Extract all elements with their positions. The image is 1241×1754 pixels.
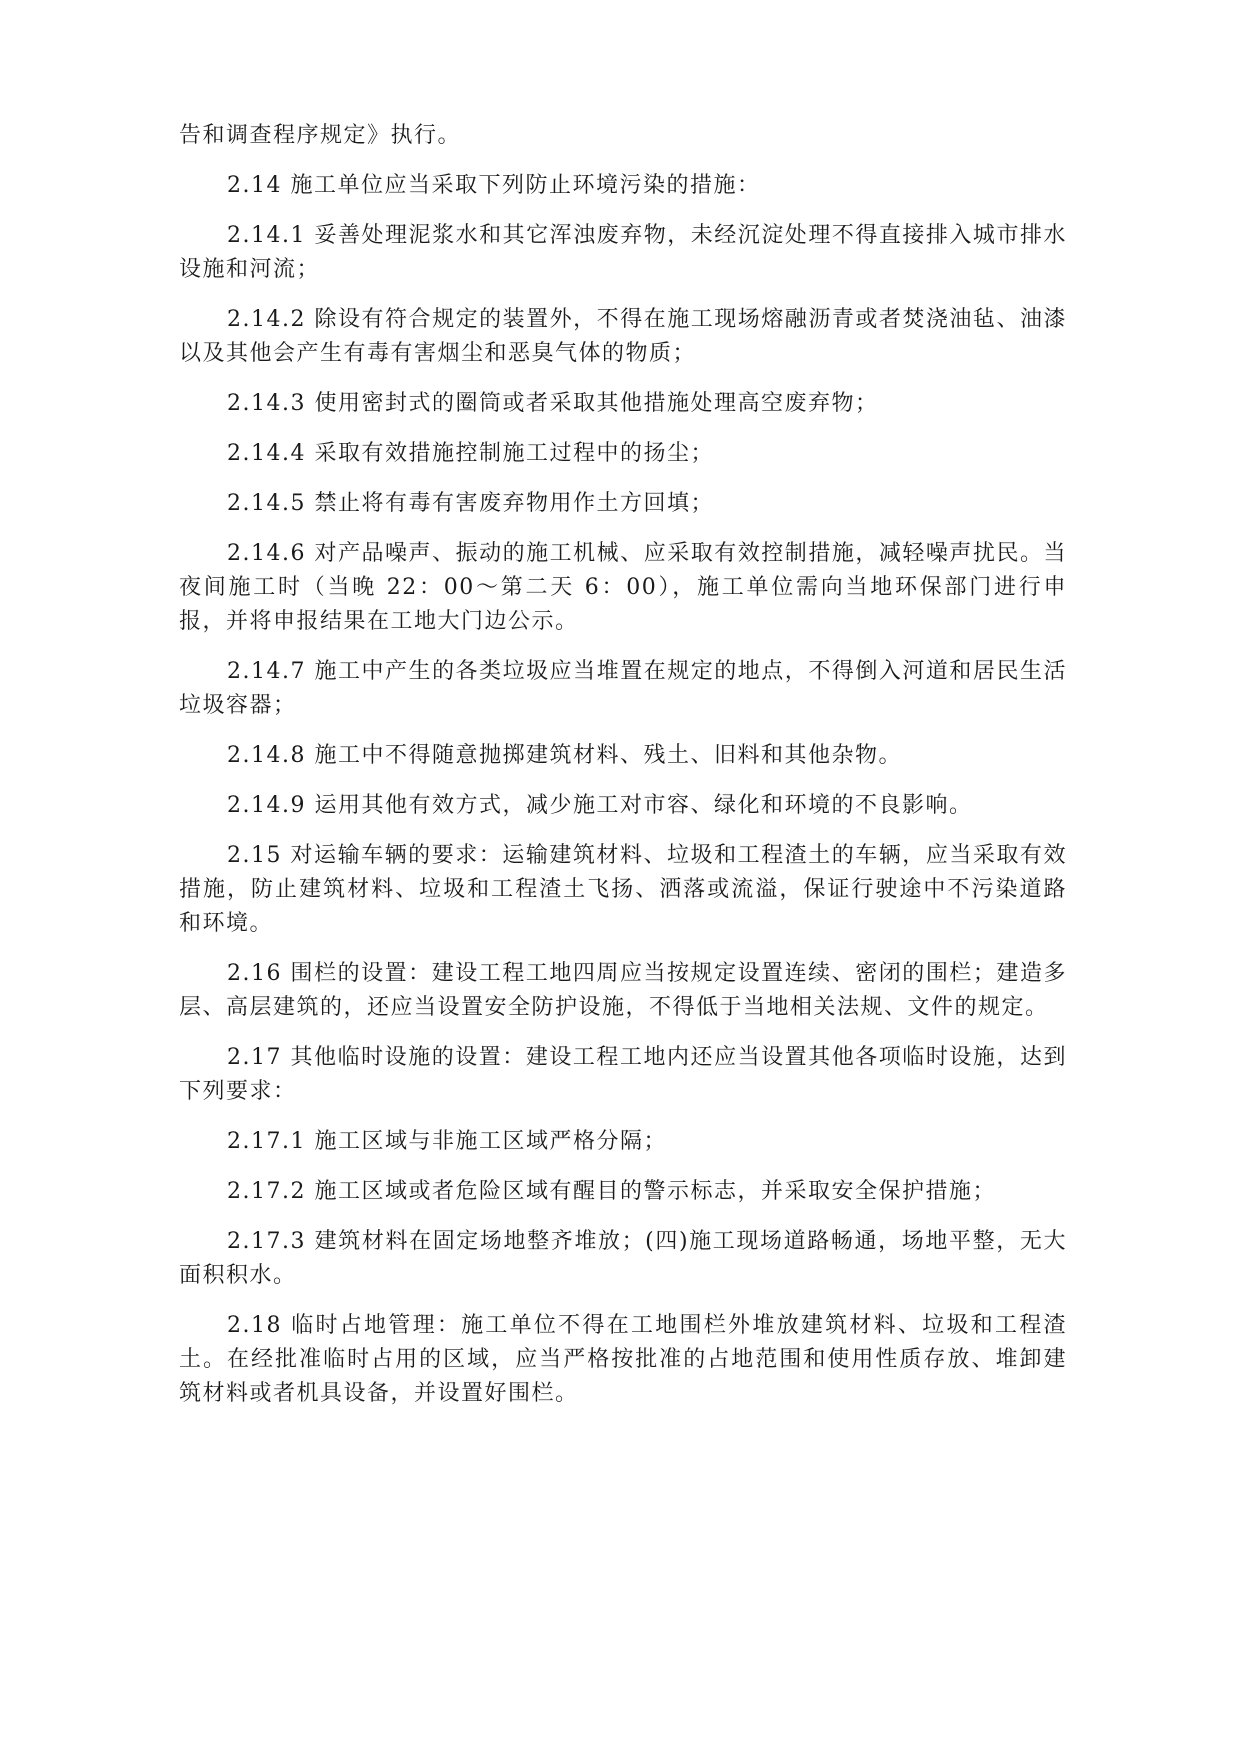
- paragraph-2-17-3: 2.17.3 建筑材料在固定场地整齐堆放；(四)施工现场道路畅通，场地平整，无大面积积水。: [179, 1229, 1067, 1288]
- paragraph-2-17: 2.17 其他临时设施的设置：建设工程工地内还应当设置其他各项临时设施，达到下列要求：: [179, 1045, 1067, 1104]
- paragraph-2-14-1: 2.14.1 妥善处理泥浆水和其它浑浊废弃物，未经沉淀处理不得直接排入城市排水设施和河流；: [179, 223, 1067, 282]
- paragraph-2-14-7: 2.14.7 施工中产生的各类垃圾应当堆置在规定的地点，不得倒入河道和居民生活垃圾容器；: [179, 659, 1067, 718]
- paragraph-2-14-3: 2.14.3 使用密封式的圈筒或者采取其他措施处理高空废弃物；: [227, 391, 879, 416]
- paragraph-2-17-2: 2.17.2 施工区域或者危险区域有醒目的警示标志，并采取安全保护措施；: [227, 1179, 996, 1204]
- paragraph-2-14-5: 2.14.5 禁止将有毒有害废弃物用作土方回填；: [227, 491, 714, 516]
- paragraph-continuation: 告和调查程序规定》执行。: [179, 123, 462, 148]
- paragraph-2-14-6: 2.14.6 对产品噪声、振动的施工机械、应采取有效控制措施，减轻噪声扰民。当夜间施工时（当晚 22：00～第二天 6：00），施工单位需向当地环保部门进行申报，并将申报结果在工地大门边公示。: [179, 541, 1067, 634]
- paragraph-2-17-1: 2.17.1 施工区域与非施工区域严格分隔；: [227, 1129, 667, 1154]
- paragraph-2-14-4: 2.14.4 采取有效措施控制施工过程中的扬尘；: [227, 441, 714, 466]
- paragraph-2-14-2: 2.14.2 除设有符合规定的装置外，不得在施工现场熔融沥青或者焚浇油毡、油漆以及其他会产生有毒有害烟尘和恶臭气体的物质；: [179, 307, 1067, 366]
- paragraph-2-16: 2.16 围栏的设置：建设工程工地四周应当按规定设置连续、密闭的围栏；建造多层、高层建筑的，还应当设置安全防护设施，不得低于当地相关法规、文件的规定。: [179, 961, 1067, 1020]
- paragraph-2-14: 2.14 施工单位应当采取下列防止环境污染的措施：: [227, 173, 761, 198]
- paragraph-2-14-9: 2.14.9 运用其他有效方式，减少施工对市容、绿化和环境的不良影响。: [227, 793, 973, 818]
- paragraph-2-14-8: 2.14.8 施工中不得随意抛掷建筑材料、残土、旧料和其他杂物。: [227, 743, 902, 768]
- paragraph-2-18: 2.18 临时占地管理：施工单位不得在工地围栏外堆放建筑材料、垃圾和工程渣土。在经批准临时占用的区域，应当严格按批准的占地范围和使用性质存放、堆卸建筑材料或者机具设备，并设置好围栏。: [179, 1313, 1067, 1406]
- paragraph-2-15: 2.15 对运输车辆的要求：运输建筑材料、垃圾和工程渣土的车辆，应当采取有效措施，防止建筑材料、垃圾和工程渣土飞扬、洒落或流溢，保证行驶途中不污染道路和环境。: [179, 843, 1067, 936]
- document-body: [179, 119, 1067, 1427]
